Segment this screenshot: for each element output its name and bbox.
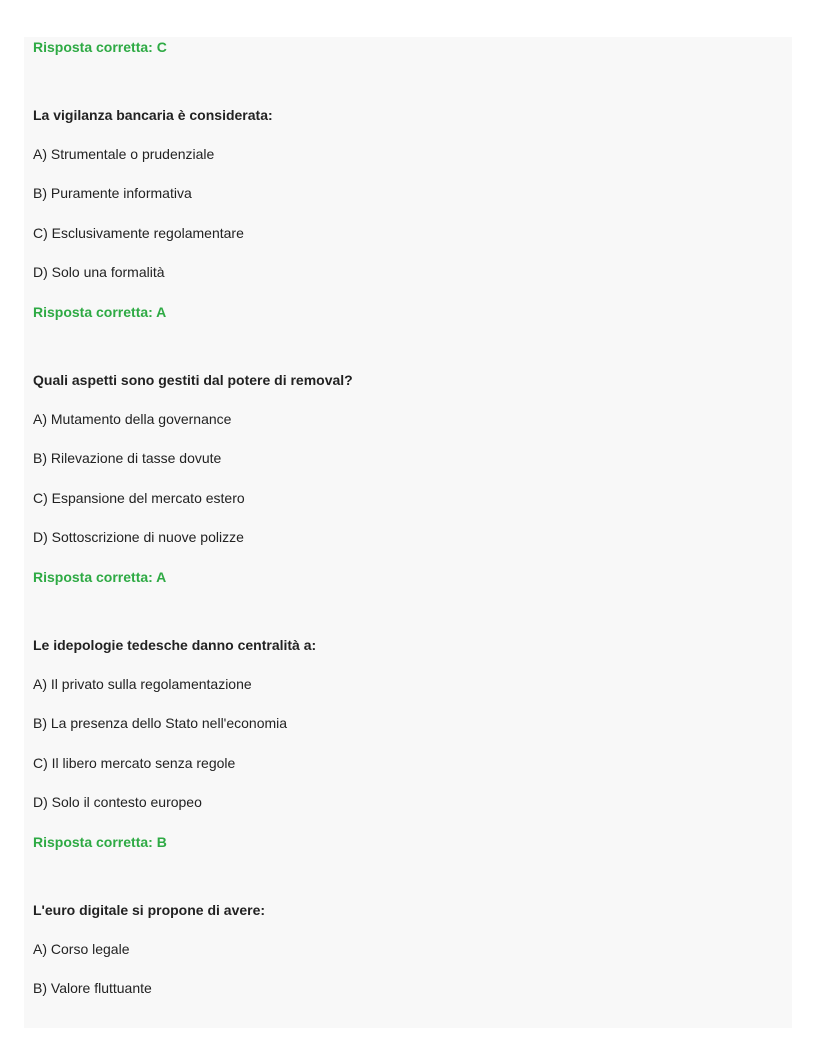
option-item: C) Il libero mercato senza regole <box>33 755 236 771</box>
option-item: C) Espansione del mercato estero <box>33 490 245 506</box>
option-item: A) Strumentale o prudenziale <box>33 146 215 162</box>
option-item: C) Esclusivamente regolamentare <box>33 225 244 241</box>
question-title: Le idepologie tedesche danno centralità a: <box>33 637 317 653</box>
option-item: D) Solo una formalità <box>33 264 165 280</box>
option-item: D) Sottoscrizione di nuove polizze <box>33 529 244 545</box>
option-item: B) Valore fluttuante <box>33 980 152 996</box>
option-item: B) Rilevazione di tasse dovute <box>33 450 222 466</box>
option-item: A) Corso legale <box>33 941 130 957</box>
option-item: B) La presenza dello Stato nell'economia <box>33 715 288 731</box>
option-item: D) Solo il contesto europeo <box>33 794 202 810</box>
answer-line: Risposta corretta: C <box>33 39 167 55</box>
answer-line: Risposta corretta: A <box>33 569 167 585</box>
answer-line: Risposta corretta: B <box>33 834 167 850</box>
option-item: A) Mutamento della governance <box>33 411 232 427</box>
question-title: Quali aspetti sono gestiti dal potere di removal? <box>33 372 353 388</box>
option-item: B) Puramente informativa <box>33 185 192 201</box>
question-title: L'euro digitale si propone di avere: <box>33 902 266 918</box>
option-item: A) Il privato sulla regolamentazione <box>33 676 252 692</box>
question-title: La vigilanza bancaria è considerata: <box>33 107 273 123</box>
answer-line: Risposta corretta: A <box>33 304 167 320</box>
